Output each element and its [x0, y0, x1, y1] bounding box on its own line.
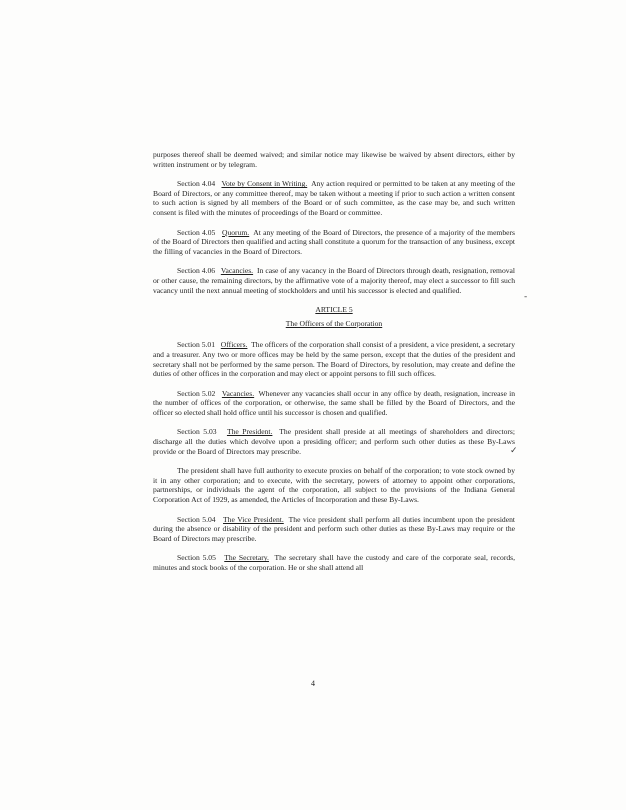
section-5-02: [153, 389, 515, 418]
section-5-01: [153, 340, 515, 378]
section-title: The Secretary.: [224, 553, 269, 563]
section-title: Quorum.: [221, 227, 250, 237]
section-title: Vote by Consent in Writing.: [221, 179, 308, 189]
section-number: Section 5.01: [177, 340, 215, 350]
section-4-06: [153, 266, 515, 295]
section-body: Any action required or permitted to be taken at any meeting of the Board of Directors, or any committee thereof, may be taken without a meeting if prior to such action a written consent to such action is signed by all members of the Board or of such committee, as the case may be, and such written consent is filed with the minutes of proceedings of the Board or committee.: [153, 179, 515, 217]
section-5-03: [153, 427, 515, 456]
section-number: Section 4.05: [177, 227, 216, 237]
opening-text: purposes thereof shall be deemed waived; and similar notice may likewise be waived by absent directors, either by written instrument or by telegram.: [153, 150, 515, 169]
section-title: Vacancies.: [220, 266, 254, 276]
section-number: Section 4.04: [177, 179, 216, 189]
section-number: Section 5.04: [177, 514, 216, 524]
margin-check-mark: ✓: [510, 446, 518, 456]
article-heading-text: ARTICLE 5: [315, 305, 353, 315]
section-number: Section 5.03: [177, 427, 217, 437]
section-title: Officers.: [220, 340, 248, 350]
section-body: In case of any vacancy in the Board of Directors through death, resignation, removal or other cause, the remaining directors, by the affirmative vote of a majority thereof, may elect a successor to fill such vacancy until the next annual meeting of stockholders and until his successor is elected and qualified.: [153, 266, 516, 295]
section-title: The President.: [226, 427, 273, 437]
section-body: The vice president shall perform all duties incumbent upon the president during the absence or disability of the president and perform such other duties as these By-Laws may require or the Board of Directors may prescribe.: [153, 514, 516, 543]
section-body: The president shall preside at all meetings of shareholders and directors; discharge all the duties which devolve upon a presiding officer; and perform such other duties as these By-Laws provide or the Board of Directors may prescribe.: [153, 427, 515, 456]
document-body: [153, 150, 515, 583]
article-heading: [153, 305, 515, 315]
section-title: The Vice President.: [223, 514, 284, 524]
section-body: The secretary shall have the custody and care of the corporate seal, records, minutes and stock books of the corporation. He or she shall attend all: [153, 553, 515, 572]
margin-dash-mark: -: [524, 292, 528, 302]
section-number: Section 5.02: [177, 388, 216, 398]
page-number: 4: [311, 679, 315, 688]
paragraph-body: The president shall have full authority to execute proxies on behalf of the corporation; to vote stock owned by it in any other corporation; and to execute, with the secretary, powers of attorney to appoint other corporations, partnerships, or individuals the agent of the corporation, all subject to the provisions of the Indiana General Corporation Act of 1929, as amended, the Articles of Incorporation and these By-Laws.: [153, 466, 515, 505]
section-4-04: [153, 179, 515, 217]
section-body: At any meeting of the Board of Directors, the presence of a majority of the members of the Board of Directors then qualified and acting shall constitute a quorum for the transaction of any business, except the filling of vacancies in the Board of Directors.: [153, 227, 515, 256]
section-body: The officers of the corporation shall consist of a president, a vice president, a secretary and a treasurer. Any two or more offices may be held by the same person, except that the duties of the president and secretary shall not be performed by the same person. The Board of Directors, by resolution, may create and define the duties of other offices in the corporation and may elect or appoint persons to fill such offices.: [153, 340, 515, 379]
article-subheading-text: The Officers of the Corporation: [285, 318, 383, 328]
section-number: Section 4.06: [177, 266, 216, 276]
section-5-05: [153, 553, 515, 572]
opening-paragraph: [153, 150, 515, 169]
section-5-04: [153, 515, 515, 544]
article-subheading: [153, 319, 515, 329]
section-number: Section 5.05: [177, 553, 216, 563]
president-authority-paragraph: [153, 466, 515, 504]
section-body: Whenever any vacancies shall occur in any office by death, resignation, increase in the number of offices of the corporation, or otherwise, the same shall be filled by the Board of Directors, and the officer so elected shall hold office until his successor is chosen and qualified.: [153, 388, 515, 417]
section-title: Vacancies.: [221, 388, 255, 398]
section-4-05: [153, 228, 515, 257]
